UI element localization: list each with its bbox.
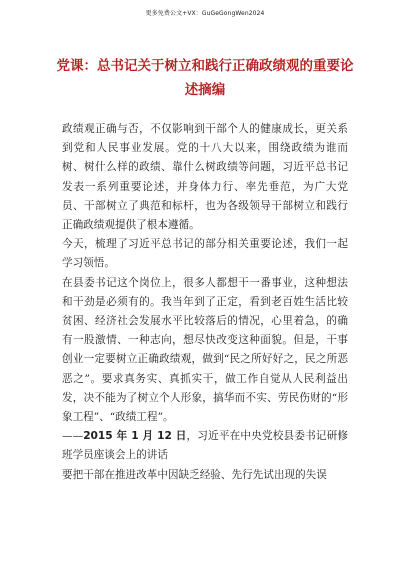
citation-date: 2015 年 1 月 12 日 — [83, 430, 187, 443]
citation-line — [62, 427, 348, 465]
header-watermark: 更多免费公文+VX：GuGeGongWen2024 — [145, 10, 265, 17]
citation-source: ，习近平在中央党校县委书记研修班学员座谈会上的讲话 — [62, 430, 349, 462]
citation-dash: —— — [62, 430, 84, 443]
paragraph-lead-in: 今天，梳理了习近平总书记的部分相关重要论述，我们一起学习领悟。 — [62, 238, 348, 270]
document-body — [62, 120, 348, 485]
paragraph-intro: 政绩观正确与否，不仅影响到干部个人的健康成长，更关系到党和人民事业发展。党的十八大以来，围绕政绩为谁而树、树什么样的政绩、靠什么树政绩等问题，习近平总书记发表一系列重要论述，并身体力行、率先垂范，为广大党员、干部树立了典范和标杆，也为各级领导干部树立和践行正确政绩观提供了根本遵循。 — [62, 123, 348, 232]
paragraph-closing: 要把干部在推进改革中因缺乏经验、先行先试出现的失误 — [62, 468, 327, 481]
document-title: 党课：总书记关于树立和践行正确政绩观的重要论述摘编 — [56, 58, 354, 98]
paragraph-quote: 在县委书记这个岗位上，很多人都想干一番事业，这种想法和干劲是必须有的。我当年到了正定，看到老百姓生活比较贫困、经济社会发展水平比较落后的情况，心里着急，的确有一股激情、一种志向，想尽快改变这种面貌。但是，干事创业一定要树立正确政绩观，做到“民之所好好之，民之所恶恶之”。要求真务实、真抓实干，做工作自觉从人民利益出发，决不能为了树立个人形象，搞华而不实、劳民伤财的“形象工程”、“政绩工程”。 — [62, 276, 348, 424]
